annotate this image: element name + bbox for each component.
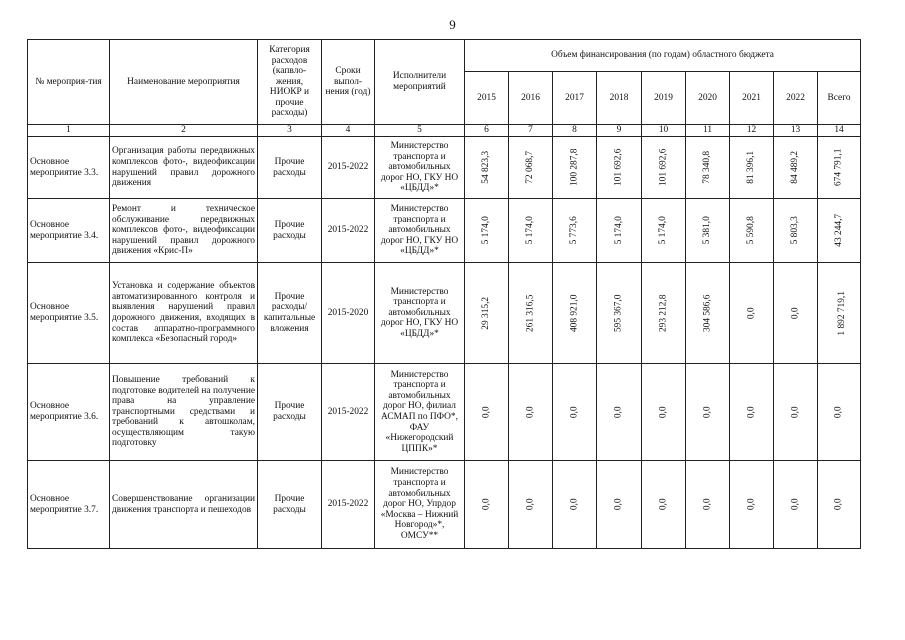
value-cell: 595 367,0 [613, 294, 624, 332]
header-year: 2018 [597, 72, 642, 125]
value-cell: 408 921,0 [569, 294, 580, 332]
row-num: Основное мероприятие 3.6. [28, 364, 110, 461]
header-year: 2021 [730, 72, 774, 125]
header-num: № мероприя-тия [28, 40, 110, 125]
column-number: 4 [322, 125, 375, 137]
value-cell-total: 0,0 [833, 498, 844, 511]
column-number: 7 [509, 125, 553, 137]
row-category: Прочие расходы [258, 461, 322, 549]
value-cell: 5 590,8 [746, 216, 757, 245]
value-cell: 0,0 [746, 406, 757, 418]
row-executors: Министерство транспорта и автомобильных дорог НО, филиал АСМАП по ПФО*, ФАУ «Нижегородский ЦППК»* [375, 364, 465, 461]
column-number: 13 [774, 125, 818, 137]
value-cell: 0,0 [746, 498, 757, 511]
value-cell: 0,0 [569, 406, 580, 418]
row-category: Прочие расходы [258, 199, 322, 263]
value-cell: 0,0 [658, 406, 669, 418]
value-cell-total: 674 791,1 [833, 148, 844, 187]
row-name: Совершенствование организации движения транспорта и пешеходов [110, 461, 258, 549]
column-number: 1 [28, 125, 110, 137]
row-period: 2015-2022 [322, 364, 375, 461]
value-cell: 0,0 [525, 498, 536, 511]
page-number: 9 [449, 17, 456, 32]
row-num: Основное мероприятие 3.5. [28, 263, 110, 364]
value-cell-total: 43 244,7 [833, 214, 844, 247]
header-year: 2020 [686, 72, 730, 125]
table-row [28, 137, 861, 199]
value-cell: 0,0 [658, 498, 669, 511]
column-number: 8 [553, 125, 597, 137]
value-cell: 0,0 [481, 406, 492, 418]
row-num: Основное мероприятие 3.4. [28, 199, 110, 263]
header-name: Наименование мероприятия [110, 40, 258, 125]
value-cell: 5 174,0 [658, 216, 669, 245]
value-cell: 0,0 [525, 406, 536, 418]
row-name: Организация работы передвижных комплексов фото-, видеофиксации нарушений правил дорожного движения [110, 137, 258, 199]
value-cell: 0,0 [790, 498, 801, 511]
header-category: Категория расходов (капвло-жения, НИОКР и прочие расходы) [258, 40, 322, 125]
funding-table [27, 39, 861, 549]
header-year: 2019 [642, 72, 686, 125]
row-executors: Министерство транспорта и автомобильных дорог НО, ГКУ НО «ЦБДД»* [375, 199, 465, 263]
header-funding-title: Объем финансирования (по годам) областного бюджета [465, 40, 861, 72]
value-cell: 101 692,6 [613, 148, 624, 187]
column-number: 14 [818, 125, 861, 137]
value-cell: 0,0 [702, 498, 713, 511]
value-cell: 0,0 [790, 307, 801, 319]
value-cell-total: 1 892 719,1 [836, 290, 847, 336]
value-cell: 84 489,2 [790, 151, 801, 184]
value-cell: 0,0 [613, 498, 624, 511]
value-cell: 0,0 [569, 498, 580, 511]
value-cell: 0,0 [613, 406, 624, 418]
table-row [28, 364, 861, 461]
row-name: Повышение требований к подготовке водителей на получение права на управление транспортными средствами и требований к автошколам, осуществляющим такую подготовку [110, 364, 258, 461]
value-cell: 72 068,7 [525, 151, 536, 184]
value-cell: 5 773,6 [569, 216, 580, 245]
value-cell: 0,0 [481, 498, 492, 511]
value-cell: 293 212,8 [658, 294, 669, 332]
column-number: 11 [686, 125, 730, 137]
row-period: 2015-2022 [322, 461, 375, 549]
value-cell: 0,0 [746, 307, 757, 319]
value-cell: 261 316,5 [525, 294, 536, 332]
column-number: 6 [465, 125, 509, 137]
value-cell: 5 803,3 [790, 216, 801, 245]
row-executors: Министерство транспорта и автомобильных дорог НО, ГКУ НО «ЦБДД»* [375, 263, 465, 364]
column-number: 2 [110, 125, 258, 137]
header-year: 2022 [774, 72, 818, 125]
column-number: 3 [258, 125, 322, 137]
value-cell: 5 174,0 [613, 216, 624, 245]
table-row [28, 199, 861, 263]
value-cell: 5 174,0 [525, 216, 536, 245]
column-number: 9 [597, 125, 642, 137]
header-year: 2015 [465, 72, 509, 125]
value-cell: 29 315,2 [481, 296, 492, 330]
row-name: Ремонт и техническое обслуживание передвижных комплексов фото-, видеофиксации нарушений правил дорожного движения «Крис-П» [110, 199, 258, 263]
row-name: Установка и содержание объектов автоматизированного контроля и выявления нарушений правил дорожного движения, входящих в состав аппаратно-программного комплекса «Безопасный город» [110, 263, 258, 364]
row-num: Основное мероприятие 3.7. [28, 461, 110, 549]
header-total: Всего [818, 72, 861, 125]
column-number: 10 [642, 125, 686, 137]
header-year: 2017 [553, 72, 597, 125]
value-cell-total: 0,0 [833, 406, 844, 418]
row-executors: Министерство транспорта и автомобильных дорог НО, ГКУ НО «ЦБДД»* [375, 137, 465, 199]
value-cell: 100 287,8 [569, 148, 580, 187]
row-executors: Министерство транспорта и автомобильных дорог НО, Упрдор «Москва – Нижний Новгород»*, ОМСУ** [375, 461, 465, 549]
value-cell: 5 381,0 [702, 216, 713, 245]
value-cell: 0,0 [790, 406, 801, 418]
row-category: Прочие расходы [258, 364, 322, 461]
value-cell: 304 586,6 [702, 294, 713, 332]
value-cell: 0,0 [702, 406, 713, 418]
value-cell: 101 692,6 [658, 148, 669, 187]
column-number: 5 [375, 125, 465, 137]
row-category: Прочие расходы [258, 137, 322, 199]
row-period: 2015-2022 [322, 137, 375, 199]
row-num: Основное мероприятие 3.3. [28, 137, 110, 199]
row-period: 2015-2022 [322, 199, 375, 263]
header-period: Сроки выпол-нения (год) [322, 40, 375, 125]
row-category: Прочие расходы/капитальные вложения [258, 263, 322, 364]
value-cell: 78 340,8 [702, 151, 713, 184]
header-year: 2016 [509, 72, 553, 125]
value-cell: 81 396,1 [746, 151, 757, 184]
value-cell: 5 174,0 [481, 216, 492, 245]
header-executors: Исполнители мероприятий [375, 40, 465, 125]
column-number: 12 [730, 125, 774, 137]
table-row [28, 263, 861, 364]
value-cell: 54 823,3 [481, 151, 492, 184]
row-period: 2015-2020 [322, 263, 375, 364]
table-row [28, 461, 861, 549]
